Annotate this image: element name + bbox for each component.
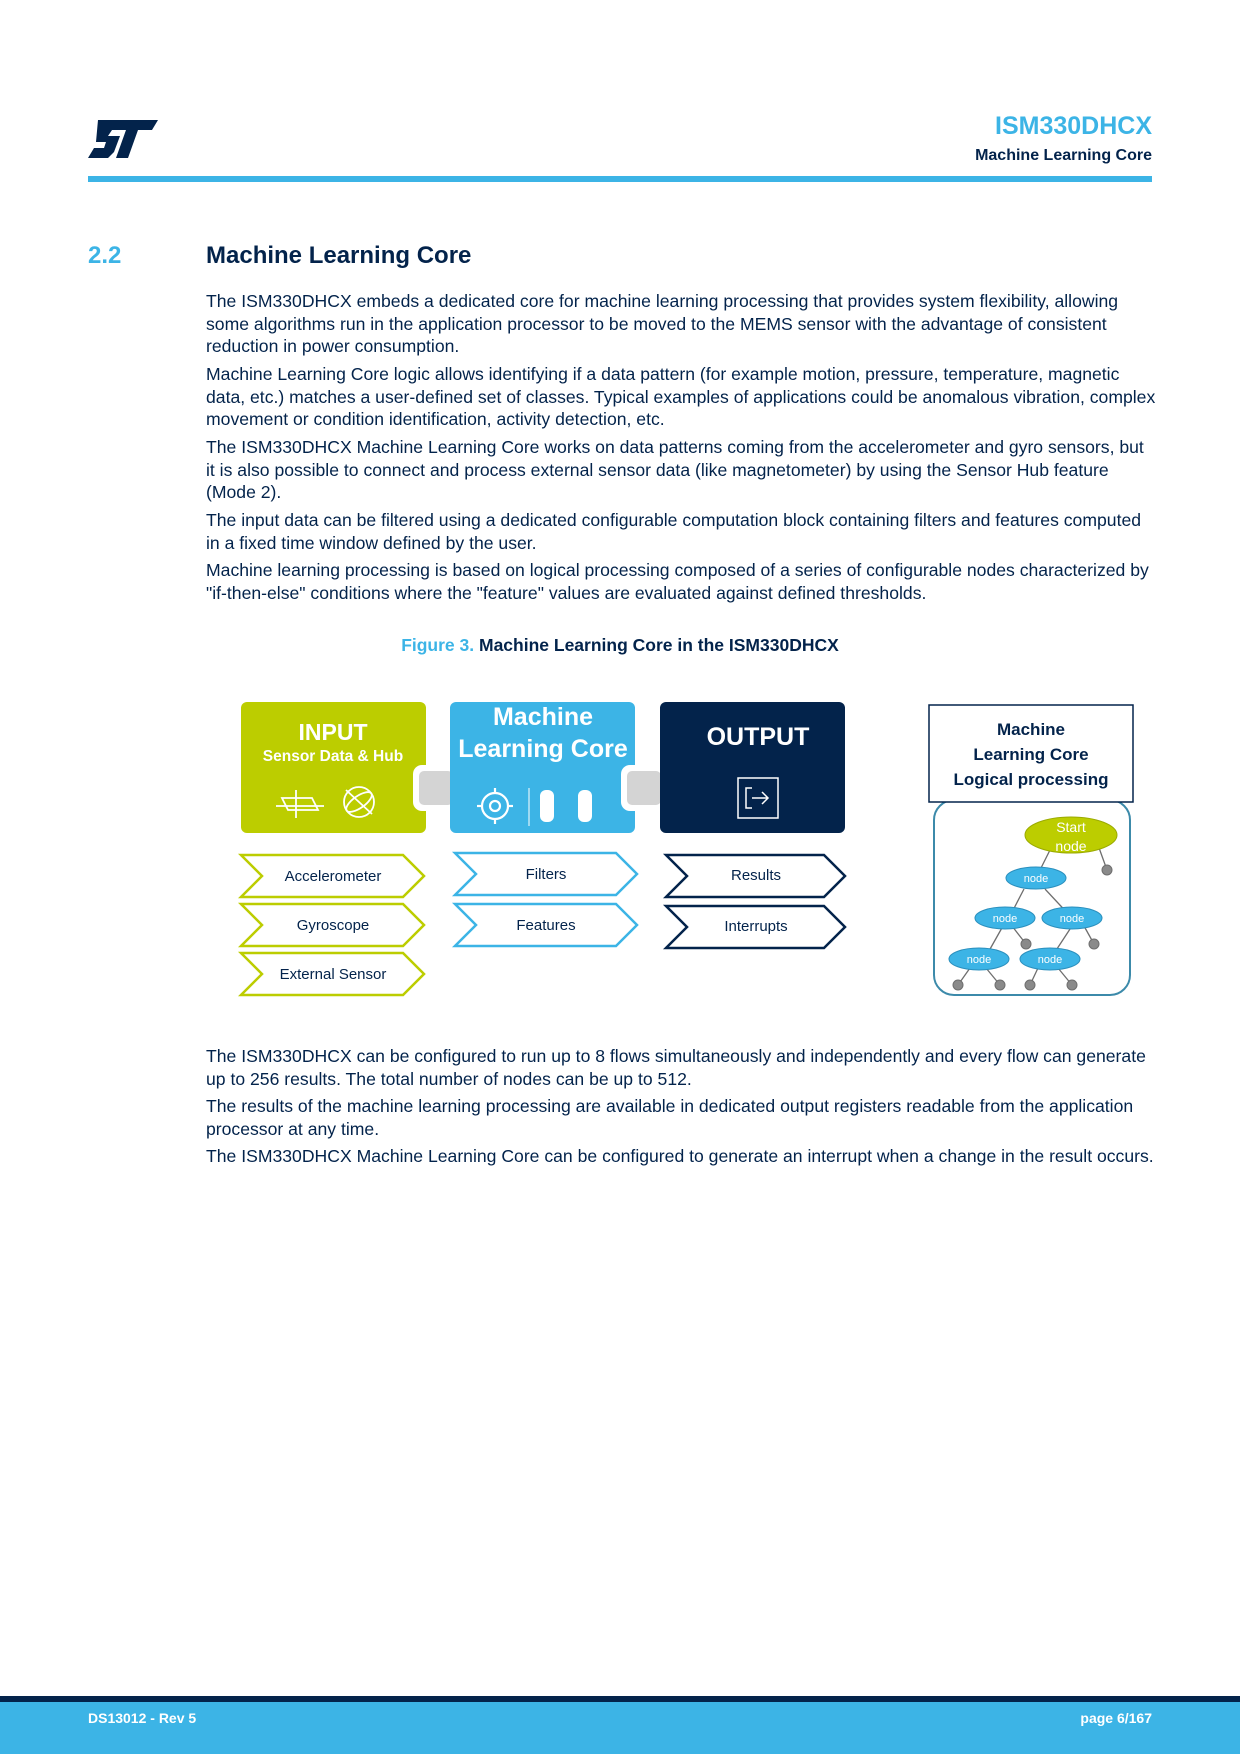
- start-node-label-line2: node: [1055, 838, 1087, 854]
- chevron-accelerometer: Accelerometer: [284, 868, 382, 885]
- chevron-features: Features: [516, 917, 576, 934]
- logic-title-line2: Learning Core: [973, 745, 1089, 764]
- chevron-filters: Filters: [525, 866, 567, 883]
- connector-inner: [627, 771, 661, 805]
- header-rule: [88, 176, 1152, 182]
- header-product-name: ISM330DHCX: [995, 112, 1152, 140]
- logic-title-line1: Machine: [996, 720, 1066, 739]
- chevron-gyroscope: Gyroscope: [296, 917, 370, 934]
- mlc-title-line1: Machine: [492, 703, 594, 731]
- mlc-title-line2: Learning Core: [458, 735, 628, 763]
- figure-title: Machine Learning Core in the ISM330DHCX: [479, 635, 839, 655]
- tree-node-label: node: [1037, 954, 1063, 966]
- paragraph: Machine learning processing is based on logical processing composed of a series of configurable nodes characterized by "if-then-else" conditions where the "feature" values are evaluated against defined thresholds.: [206, 560, 1149, 603]
- output-block: [660, 702, 845, 833]
- paragraph: The ISM330DHCX embeds a dedicated core for machine learning processing that provides system flexibility, allowing some algorithms run in the application processor to be moved to the MEMS sensor with the advantage of consistent reduction in power consumption.: [206, 291, 1119, 356]
- paragraph: The ISM330DHCX Machine Learning Core can be configured to generate an interrupt when a change in the result occurs.: [206, 1146, 1154, 1166]
- output-title: OUTPUT: [706, 723, 810, 751]
- chevron-results: Results: [730, 867, 782, 884]
- logic-title-line3: Logical processing: [953, 770, 1109, 789]
- header-section-name: Machine Learning Core: [975, 147, 1152, 164]
- figure-number: Figure 3.: [401, 635, 475, 655]
- tree-node-label: node: [1023, 873, 1049, 885]
- connector-inner: [419, 771, 453, 805]
- footer-page-number: page 6/167: [1080, 1710, 1152, 1726]
- st-logo: [88, 118, 160, 160]
- start-node-label-line1: Start: [1056, 819, 1086, 835]
- paragraph: The input data can be filtered using a dedicated configurable computation block containing filters and features computed in a fixed time window defined by the user.: [206, 510, 1142, 553]
- paragraph: The results of the machine learning processing are available in dedicated output registers readable from the application processor at any time.: [206, 1096, 1134, 1139]
- chevron-interrupts: Interrupts: [724, 918, 788, 935]
- footer-document-id: DS13012 - Rev 5: [88, 1710, 197, 1726]
- input-title: INPUT: [298, 719, 368, 745]
- paragraph: The ISM330DHCX Machine Learning Core works on data patterns coming from the accelerometer and gyro sensors, but it is also possible to connect and process external sensor data (like magnetometer) by using the Sensor Hub feature (Mode 2).: [206, 437, 1144, 502]
- tree-node-label: node: [1059, 913, 1085, 925]
- figure-caption: [0, 635, 1240, 656]
- input-subtitle: Sensor Data & Hub: [262, 748, 404, 765]
- section-number: 2.2: [88, 242, 122, 269]
- tree-node-label: node: [966, 954, 992, 966]
- tree-node-label: node: [992, 913, 1018, 925]
- paragraph: Machine Learning Core logic allows identifying if a data pattern (for example motion, pressure, temperature, magnetic data, etc.) matches a user-defined set of classes. Typical examples of applications could be anomalous vibration, complex movement or condition identification, activity detection, etc.: [206, 364, 1156, 429]
- chevron-external-sensor: External Sensor: [279, 966, 387, 983]
- paragraph: The ISM330DHCX can be configured to run up to 8 flows simultaneously and independently and every flow can generate up to 256 results. The total number of nodes can be up to 512.: [206, 1046, 1146, 1089]
- section-title: Machine Learning Core: [206, 242, 472, 269]
